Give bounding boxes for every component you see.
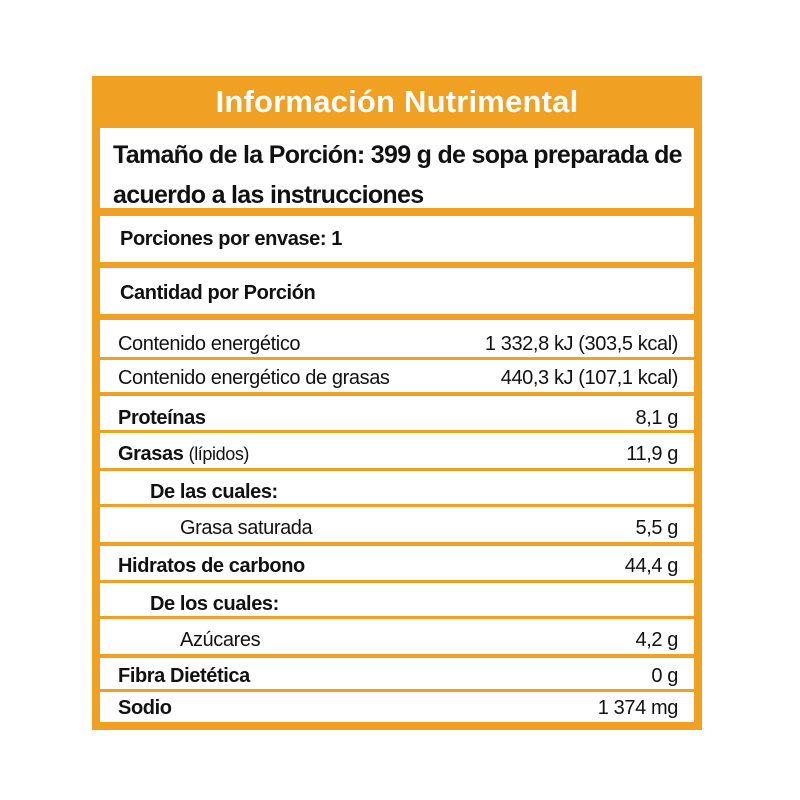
nutrition-title: Información Nutrimental xyxy=(215,84,579,119)
fat-label: Grasas xyxy=(118,443,184,465)
carbs-row xyxy=(118,546,678,578)
serving-size-line-1: Tamaño de la Porción: 399 g de sopa preparada de xyxy=(113,141,682,169)
energy-box xyxy=(100,320,694,392)
fat-energy-label: Contenido energético de grasas xyxy=(118,367,390,389)
sodium-value: 1 374 mg xyxy=(597,697,678,719)
nutrient-divider xyxy=(100,580,694,583)
carbs-value: 44,4 g xyxy=(624,555,678,577)
nutrients-box xyxy=(100,396,694,722)
energy-row xyxy=(118,326,678,356)
fat-label-group xyxy=(118,443,249,466)
fat-label-paren: (lípidos) xyxy=(188,444,250,464)
carbs-breakdown-label: De los cuales: xyxy=(150,593,279,615)
nutrient-divider xyxy=(100,504,694,507)
fat-energy-value: 440,3 kJ (107,1 kcal) xyxy=(500,367,678,389)
serving-size-line-2: acuerdo a las instrucciones xyxy=(113,181,424,209)
fat-breakdown-label: De las cuales: xyxy=(150,481,278,503)
saturated-fat-value: 5,5 g xyxy=(635,517,678,539)
sugars-row xyxy=(118,620,678,652)
nutrient-divider xyxy=(100,616,694,619)
saturated-fat-row xyxy=(118,508,678,540)
protein-label: Proteínas xyxy=(118,407,206,429)
energy-value: 1 332,8 kJ (303,5 kcal) xyxy=(484,333,678,355)
amount-per-serving-box xyxy=(100,268,694,314)
protein-row xyxy=(118,398,678,430)
sodium-row xyxy=(118,692,678,720)
carbs-breakdown-row xyxy=(118,584,678,616)
energy-label: Contenido energético xyxy=(118,333,301,355)
sugars-label: Azúcares xyxy=(180,629,261,651)
servings-per-container-box xyxy=(100,216,694,262)
fat-value: 11,9 g xyxy=(626,443,678,465)
sugars-value: 4,2 g xyxy=(635,629,678,651)
fiber-row xyxy=(118,658,678,688)
fiber-label: Fibra Dietética xyxy=(118,665,250,687)
fiber-value: 0 g xyxy=(651,665,678,687)
protein-value: 8,1 g xyxy=(635,407,678,429)
nutrient-divider xyxy=(100,468,694,471)
serving-size-text xyxy=(113,135,688,215)
serving-size-box xyxy=(100,128,694,208)
saturated-fat-label: Grasa saturada xyxy=(180,517,313,539)
carbs-label: Hidratos de carbono xyxy=(118,555,305,577)
fat-breakdown-row xyxy=(118,472,678,504)
fat-row xyxy=(118,434,678,466)
amount-per-serving-label: Cantidad por Porción xyxy=(120,282,316,304)
nutrition-facts-panel xyxy=(92,76,702,730)
nutrient-divider xyxy=(100,430,694,433)
servings-per-container-label: Porciones por envase: 1 xyxy=(120,228,343,250)
fat-energy-row xyxy=(118,360,678,390)
sodium-label: Sodio xyxy=(118,697,172,719)
